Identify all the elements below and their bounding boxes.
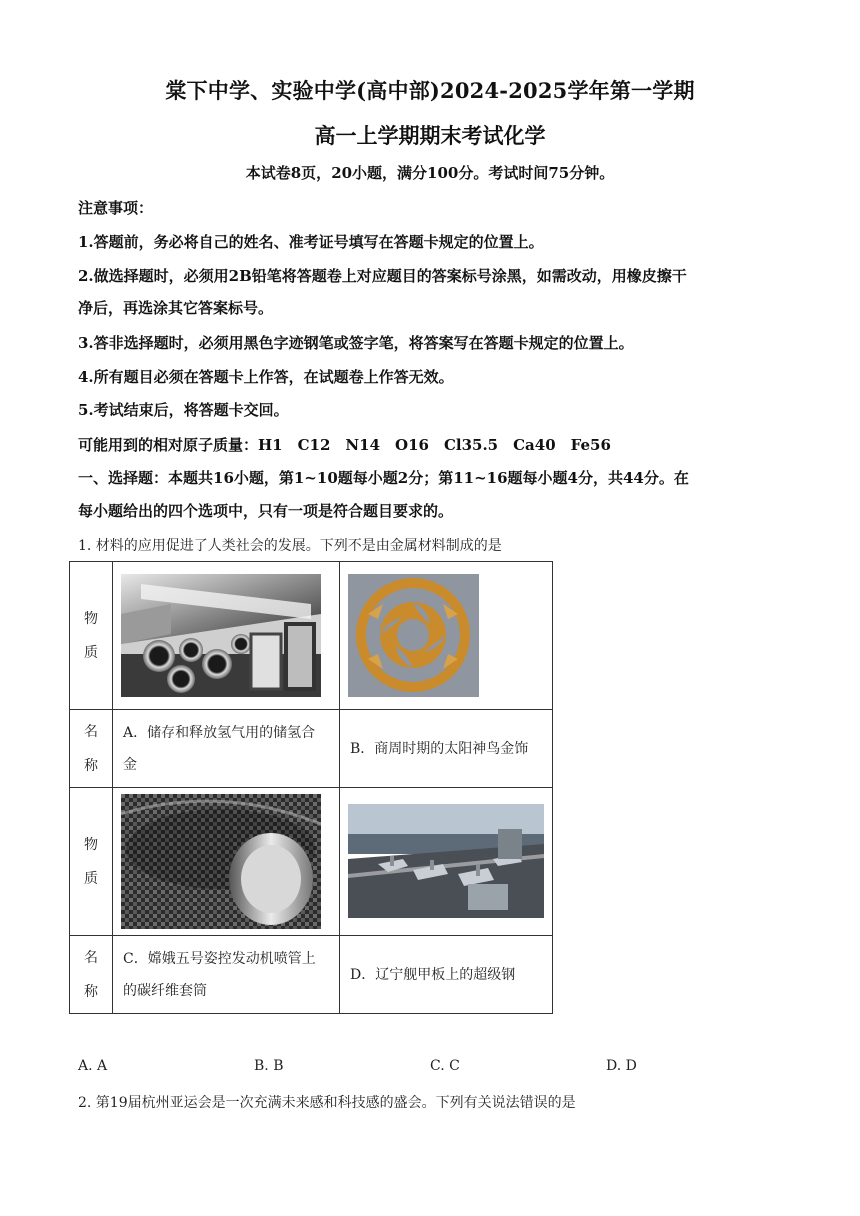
image-b-cell — [340, 562, 553, 710]
exam-subtitle: 高一上学期期末考试化学 — [314, 123, 546, 148]
row-label-name-2: 名 称 — [70, 936, 113, 1014]
note-item-2: 2.做选择题时，必须用2B铅笔将答题卷上对应题目的答案标号涂黑，如需改动，用橡皮擦干 — [78, 267, 687, 285]
question-1-options-table — [69, 561, 553, 1014]
answer-choice-d[interactable]: D. D — [606, 1058, 637, 1074]
option-d: D．辽宁舰甲板上的超级钢 — [340, 936, 553, 1014]
atomic-masses: 可能用到的相对原子质量：H1 C12 N14 O16 Cl35.5 Ca40 Fe56 — [78, 436, 611, 454]
row-label-material-2: 物 质 — [70, 788, 113, 936]
image-a-cell — [113, 562, 340, 710]
image-d-cell — [340, 788, 553, 936]
row-label-name: 名 称 — [70, 710, 113, 788]
note-item-4: 4.所有题目必须在答题卡上作答，在试题卷上作答无效。 — [78, 368, 454, 386]
exam-meta: 本试卷8页，20小题，满分100分。考试时间75分钟。 — [245, 164, 615, 182]
note-item-5: 5.考试结束后，将答题卡交回。 — [78, 401, 289, 419]
question-2-stem: 2. 第19届杭州亚运会是一次充满未来感和科技感的盛会。下列有关说法错误的是 — [78, 1095, 576, 1111]
image-c-cell — [113, 788, 340, 936]
exam-title: 棠下中学、实验中学(高中部)2024-2025学年第一学期 — [165, 78, 695, 103]
section-1-instruction: 一、选择题：本题共16小题，第1~10题每小题2分；第11~16题每小题4分，共44分。在 — [78, 469, 689, 487]
sun-bird-gold-ornament-image — [348, 574, 479, 697]
hydrogen-storage-alloy-image — [121, 574, 321, 697]
option-c: C．嫦娥五号姿控发动机喷管上 的碳纤维套筒 — [113, 936, 340, 1014]
question-1-stem: 1. 材料的应用促进了人类社会的发展。下列不是由金属材料制成的是 — [78, 538, 502, 554]
answer-choice-b[interactable]: B. B — [254, 1058, 284, 1074]
option-b: B．商周时期的太阳神鸟金饰 — [340, 710, 553, 788]
section-1-instruction-cont: 每小题给出的四个选项中，只有一项是符合题目要求的。 — [78, 502, 454, 520]
note-item-3: 3.答非选择题时，必须用黑色字迹钢笔或签字笔，将答案写在答题卡规定的位置上。 — [78, 334, 634, 352]
answer-choice-a[interactable]: A. A — [78, 1058, 108, 1074]
carbon-fiber-sleeve-image — [121, 794, 321, 929]
option-a: A．储存和释放氢气用的储氢合 金 — [113, 710, 340, 788]
answer-choice-c[interactable]: C. C — [430, 1058, 460, 1074]
row-label-material: 物 质 — [70, 562, 113, 710]
note-item-1: 1.答题前，务必将自己的姓名、准考证号填写在答题卡规定的位置上。 — [78, 233, 544, 251]
note-item-2-cont: 净后，再选涂其它答案标号。 — [78, 299, 274, 317]
aircraft-carrier-deck-image — [348, 804, 544, 918]
notes-heading: 注意事项： — [78, 199, 154, 217]
